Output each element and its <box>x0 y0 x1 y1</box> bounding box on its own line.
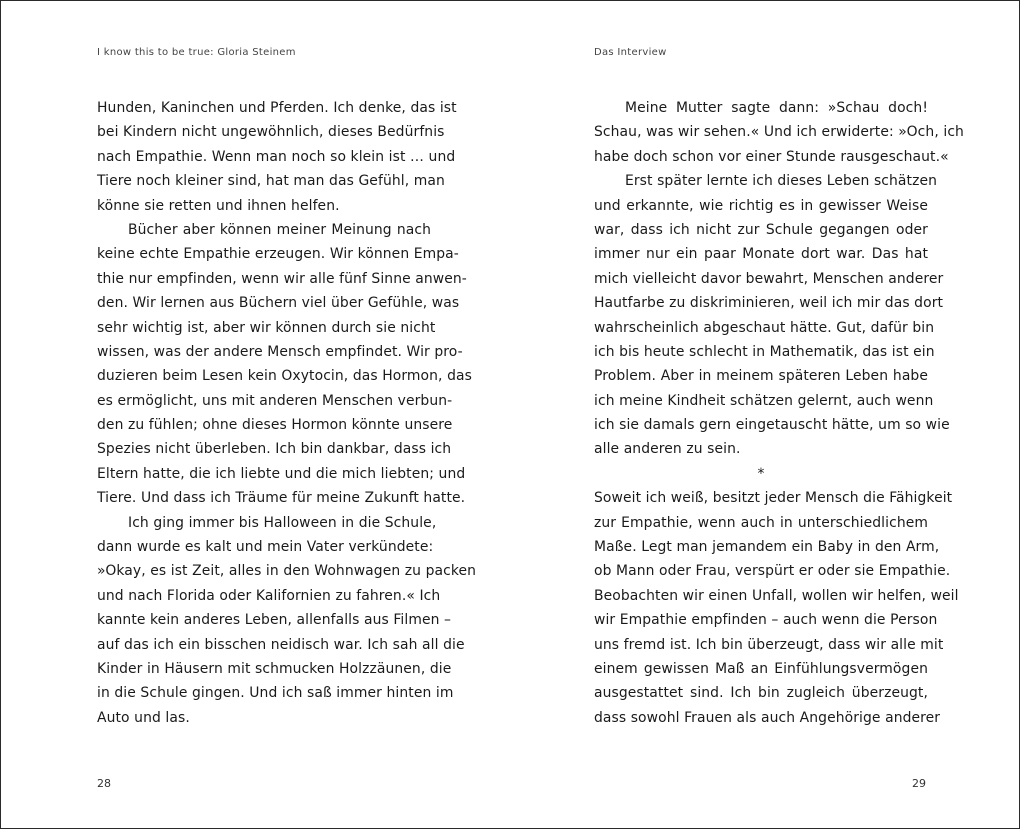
running-head: I know this to be true: Gloria Steinem <box>97 47 296 58</box>
text-line: mich vielleicht davor bewahrt, Menschen anderer <box>594 270 944 287</box>
text-line: wahrscheinlich abgeschaut hätte. Gut, dafür bin <box>594 319 935 336</box>
text-line: »Okay, es ist Zeit, alles in den Wohnwagen zu packen <box>97 563 477 580</box>
text-line: zur Empathie, wenn auch in unterschiedlichem <box>594 514 928 531</box>
text-line: thie nur empfinden, wenn wir alle fünf Sinne anwen- <box>97 270 467 287</box>
text-line: habe doch schon vor einer Stunde rausgeschaut.« <box>594 148 949 165</box>
text-line: Maße. Legt man jemandem ein Baby in den Arm, <box>594 539 940 556</box>
text-line: wir Empathie empfinden – auch wenn die Person <box>594 612 938 629</box>
text-line: ich bis heute schlecht in Mathematik, das ist ein <box>594 343 935 360</box>
text-line: Spezies nicht überleben. Ich bin dankbar, dass ich <box>97 441 452 458</box>
text-line: den. Wir lernen aus Büchern viel über Gefühle, was <box>97 295 460 312</box>
text-line: dann wurde es kalt und mein Vater verkündete: <box>97 539 434 556</box>
left-page <box>1 1 510 828</box>
text-line: Tiere. Und dass ich Träume für meine Zukunft hatte. <box>97 490 466 507</box>
body-text <box>97 96 477 730</box>
text-line: immer nur ein paar Monate dort war. Das hat <box>594 246 928 263</box>
body-text <box>594 96 964 730</box>
text-line: Tiere noch kleiner sind, hat man das Gefühl, man <box>97 173 445 190</box>
running-head: Das Interview <box>594 47 667 58</box>
text-line: Ich ging immer bis Halloween in die Schule, <box>128 514 437 531</box>
text-line: es ermöglicht, uns mit anderen Menschen verbun- <box>97 392 453 409</box>
text-line: den zu fühlen; ohne dieses Hormon könnte unsere <box>97 417 453 434</box>
text-line: auf das ich ein bisschen neidisch war. Ich sah all die <box>97 636 465 653</box>
text-line: ob Mann oder Frau, verspürt er oder sie Empathie. <box>594 563 951 580</box>
text-line: Meine Mutter sagte dann: »Schau doch! <box>625 100 928 116</box>
text-line: bei Kindern nicht ungewöhnlich, dieses Bedürfnis <box>97 124 445 141</box>
text-line: ausgestattet sind. Ich bin zugleich überzeugt, <box>594 685 928 702</box>
text-line: Bücher aber können meiner Meinung nach <box>128 221 431 238</box>
text-line: könne sie retten und ihnen helfen. <box>97 197 340 214</box>
text-line: und erkannte, wie richtig es in gewisser Weise <box>594 197 928 214</box>
text-line: Problem. Aber in meinem späteren Leben habe <box>594 368 928 385</box>
text-line: duzieren beim Lesen kein Oxytocin, das Hormon, das <box>97 368 472 385</box>
text-line: nach Empathie. Wenn man noch so klein ist … und <box>97 148 456 165</box>
text-line: einem gewissen Maß an Einfühlungsvermögen <box>594 660 928 677</box>
text-line: keine echte Empathie erzeugen. Wir können Empa- <box>97 246 459 263</box>
text-line: Auto und las. <box>97 709 190 726</box>
text-line: Eltern hatte, die ich liebte und die mich liebten; und <box>97 465 466 482</box>
text-line: war, dass ich nicht zur Schule gegangen oder <box>594 221 928 238</box>
text-line: uns fremd ist. Ich bin überzeugt, dass wir alle mit <box>594 636 944 653</box>
text-line: sehr wichtig ist, aber wir können durch sie nicht <box>97 319 436 336</box>
text-line: Schau, was wir sehen.« Und ich erwiderte: »Och, ich <box>594 124 964 141</box>
right-page <box>510 1 1019 828</box>
page-number: 28 <box>97 777 111 790</box>
text-line: Beobachten wir einen Unfall, wollen wir helfen, weil <box>594 587 959 604</box>
text-line: alle anderen zu sein. <box>594 441 741 458</box>
text-line: kannte kein anderes Leben, allenfalls aus Filmen – <box>97 612 452 629</box>
text-line: wissen, was der andere Mensch empfindet. Wir pro- <box>97 343 463 360</box>
text-line: ich meine Kindheit schätzen gelernt, auch wenn <box>594 392 934 409</box>
text-line: Soweit ich weiß, besitzt jeder Mensch die Fähigkeit <box>594 490 953 507</box>
text-line: ich sie damals gern eingetauscht hätte, um so wie <box>594 417 950 434</box>
text-line: und nach Florida oder Kalifornien zu fahren.« Ich <box>97 587 441 604</box>
section-break: * <box>757 465 765 482</box>
text-line: Erst später lernte ich dieses Leben schätzen <box>625 173 938 190</box>
text-line: Hautfarbe zu diskriminieren, weil ich mir das dort <box>594 295 944 312</box>
text-line: dass sowohl Frauen als auch Angehörige anderer <box>594 709 941 726</box>
text-line: in die Schule gingen. Und ich saß immer hinten im <box>97 685 454 702</box>
text-line: Hunden, Kaninchen und Pferden. Ich denke, das ist <box>97 100 457 116</box>
page-number: 29 <box>912 777 926 790</box>
text-line: Kinder in Häusern mit schmucken Holzzäunen, die <box>97 660 452 677</box>
